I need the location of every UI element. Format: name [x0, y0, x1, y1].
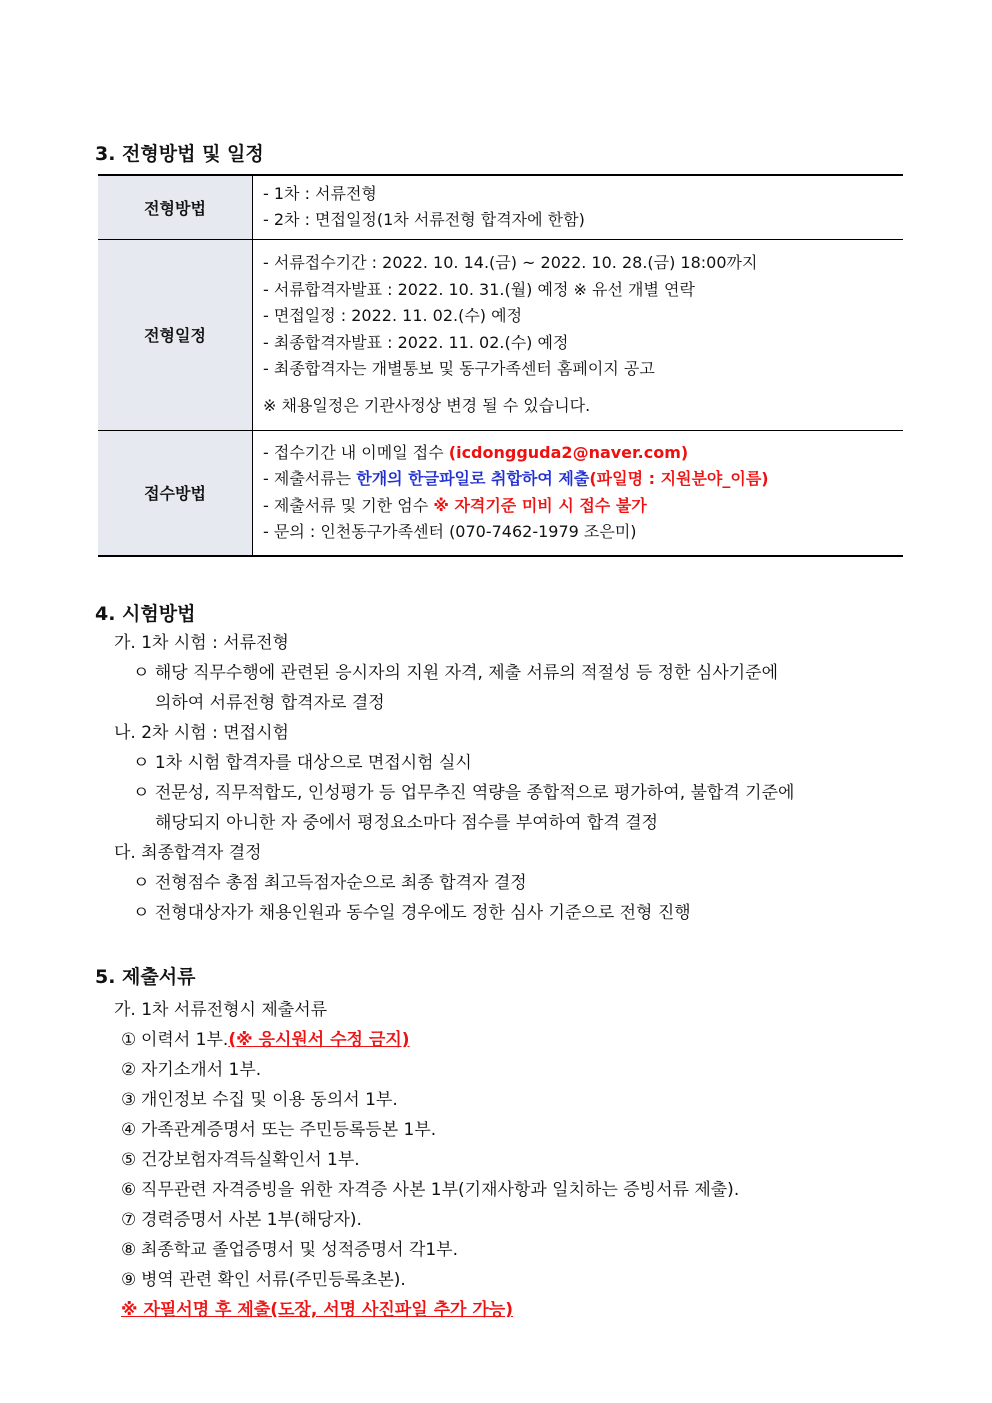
bullet-item: ㅇ 전형대상자가 채용인원과 동수일 경우에도 정한 심사 기준으로 전형 진행 — [133, 903, 691, 923]
circled-number: ⑧ — [121, 1240, 137, 1260]
text: 이력서 1부. — [141, 1030, 229, 1050]
content-line: - 최종합격자발표 : 2022. 11. 02.(수) 예정 — [263, 332, 569, 352]
document-item — [95, 1205, 903, 1235]
table-row — [98, 430, 903, 556]
bullet-continuation: 의하여 서류전형 합격자로 결정 — [155, 693, 385, 713]
bullet-item: ㅇ 전형점수 총점 최고득점자순으로 최종 합격자 결정 — [133, 873, 527, 893]
row-content — [253, 430, 904, 556]
circled-number: ④ — [121, 1120, 137, 1140]
bullet-item: ㅇ 1차 시험 합격자를 대상으로 면접시험 실시 — [133, 753, 472, 773]
text: - 접수기간 내 이메일 접수 — [263, 442, 449, 462]
row-content — [253, 175, 904, 239]
text: 최종학교 졸업증명서 및 성적증명서 각1부. — [141, 1240, 459, 1260]
list-item: 가. 1차 서류전형시 제출서류 — [114, 1000, 328, 1020]
table-row — [98, 239, 903, 430]
text: 건강보험자격득실확인서 1부. — [141, 1150, 360, 1170]
text: 직무관련 자격증빙을 위한 자격증 사본 1부(기재사항과 일치하는 증빙서류 제출). — [141, 1180, 740, 1200]
text: 경력증명서 사본 1부(해당자). — [141, 1210, 362, 1230]
document-item — [95, 1085, 903, 1115]
filename-rule: (파일명 : 지원분야_이름) — [589, 469, 769, 489]
content-line — [263, 466, 893, 493]
text: 가족관계증명서 또는 주민등록등본 1부. — [141, 1120, 437, 1140]
selection-table — [98, 174, 903, 557]
warning-text: ※ 자격기준 미비 시 접수 불가 — [433, 495, 647, 515]
content-line — [263, 493, 893, 520]
document-item — [95, 1235, 903, 1265]
document-item — [95, 1115, 903, 1145]
documents-list — [95, 995, 903, 1325]
document-item — [95, 1145, 903, 1175]
row-label: 전형방법 — [98, 175, 253, 239]
merge-instruction: 한개의 한글파일로 취합하여 제출 — [356, 469, 590, 489]
document-item — [95, 1025, 903, 1055]
section-5-heading: 5. 제출서류 — [95, 966, 196, 988]
circled-number: ① — [121, 1030, 137, 1050]
content-line: - 1차 : 서류전형 — [263, 183, 377, 203]
content-line: - 2차 : 면접일정(1차 서류전형 합격자에 한함) — [263, 210, 585, 230]
circled-number: ⑤ — [121, 1150, 137, 1170]
bullet-item — [117, 658, 903, 688]
row-label: 전형일정 — [98, 239, 253, 430]
circled-number: ⑦ — [121, 1210, 137, 1230]
bullet-item: ㅇ 전문성, 직무적합도, 인성평가 등 업무추진 역량을 종합적으로 평가하여, 불합격 기준에 — [133, 783, 795, 803]
list-item: 나. 2차 시험 : 면접시험 — [114, 723, 289, 743]
content-line: - 서류합격자발표 : 2022. 10. 31.(월) 예정 ※ 유선 개별 연락 — [263, 279, 695, 299]
row-content — [253, 239, 904, 430]
text: 자기소개서 1부. — [141, 1060, 262, 1080]
content-line: - 최종합격자는 개별통보 및 동구가족센터 홈페이지 공고 — [263, 359, 655, 378]
document-item — [95, 1055, 903, 1085]
document-item — [95, 1175, 903, 1205]
bullet-continuation: 해당되지 아니한 자 중에서 평정요소마다 점수를 부여하여 합격 결정 — [155, 813, 659, 833]
schedule-note: ※ 채용일정은 기관사정상 변경 될 수 있습니다. — [263, 395, 591, 415]
circled-number: ② — [121, 1060, 137, 1080]
circled-number: ③ — [121, 1090, 137, 1110]
text: ㅇ 해당 직무수행에 관련된 응시자의 지원 자격, 제출 서류의 적절성 등 정한 심사기준에 — [133, 663, 779, 683]
section-3-heading: 3. 전형방법 및 일정 — [95, 143, 264, 165]
email-address: (icdongguda2@naver.com) — [448, 442, 689, 462]
row-label: 접수방법 — [98, 430, 253, 556]
circled-number: ⑥ — [121, 1180, 137, 1200]
section-4-heading: 4. 시험방법 — [95, 603, 196, 625]
document-item — [95, 1265, 903, 1295]
table-row — [98, 175, 903, 239]
signature-note: ※ 자필서명 후 제출(도장, 서명 사진파일 추가 가능) — [121, 1300, 513, 1320]
text: 개인정보 수집 및 이용 동의서 1부. — [141, 1090, 398, 1110]
text: - 제출서류는 — [263, 469, 357, 489]
text: 병역 관련 확인 서류(주민등록초본). — [141, 1270, 406, 1290]
content-line: - 서류접수기간 : 2022. 10. 14.(금) ~ 2022. 10. 28.(금) 18:00까지 — [263, 253, 758, 272]
exam-method-list — [95, 628, 903, 928]
circled-number: ⑨ — [121, 1270, 137, 1290]
content-line — [263, 440, 893, 467]
text: - 제출서류 및 기한 엄수 — [263, 495, 434, 515]
content-line: - 면접일정 : 2022. 11. 02.(수) 예정 — [263, 306, 523, 325]
list-item: 가. 1차 시험 : 서류전형 — [114, 633, 289, 653]
content-line: - 문의 : 인천동구가족센터 (070-7462-1979 조은미) — [263, 522, 637, 542]
resume-warning: (※ 응시원서 수정 금지) — [228, 1030, 410, 1050]
list-item: 다. 최종합격자 결정 — [114, 843, 262, 863]
